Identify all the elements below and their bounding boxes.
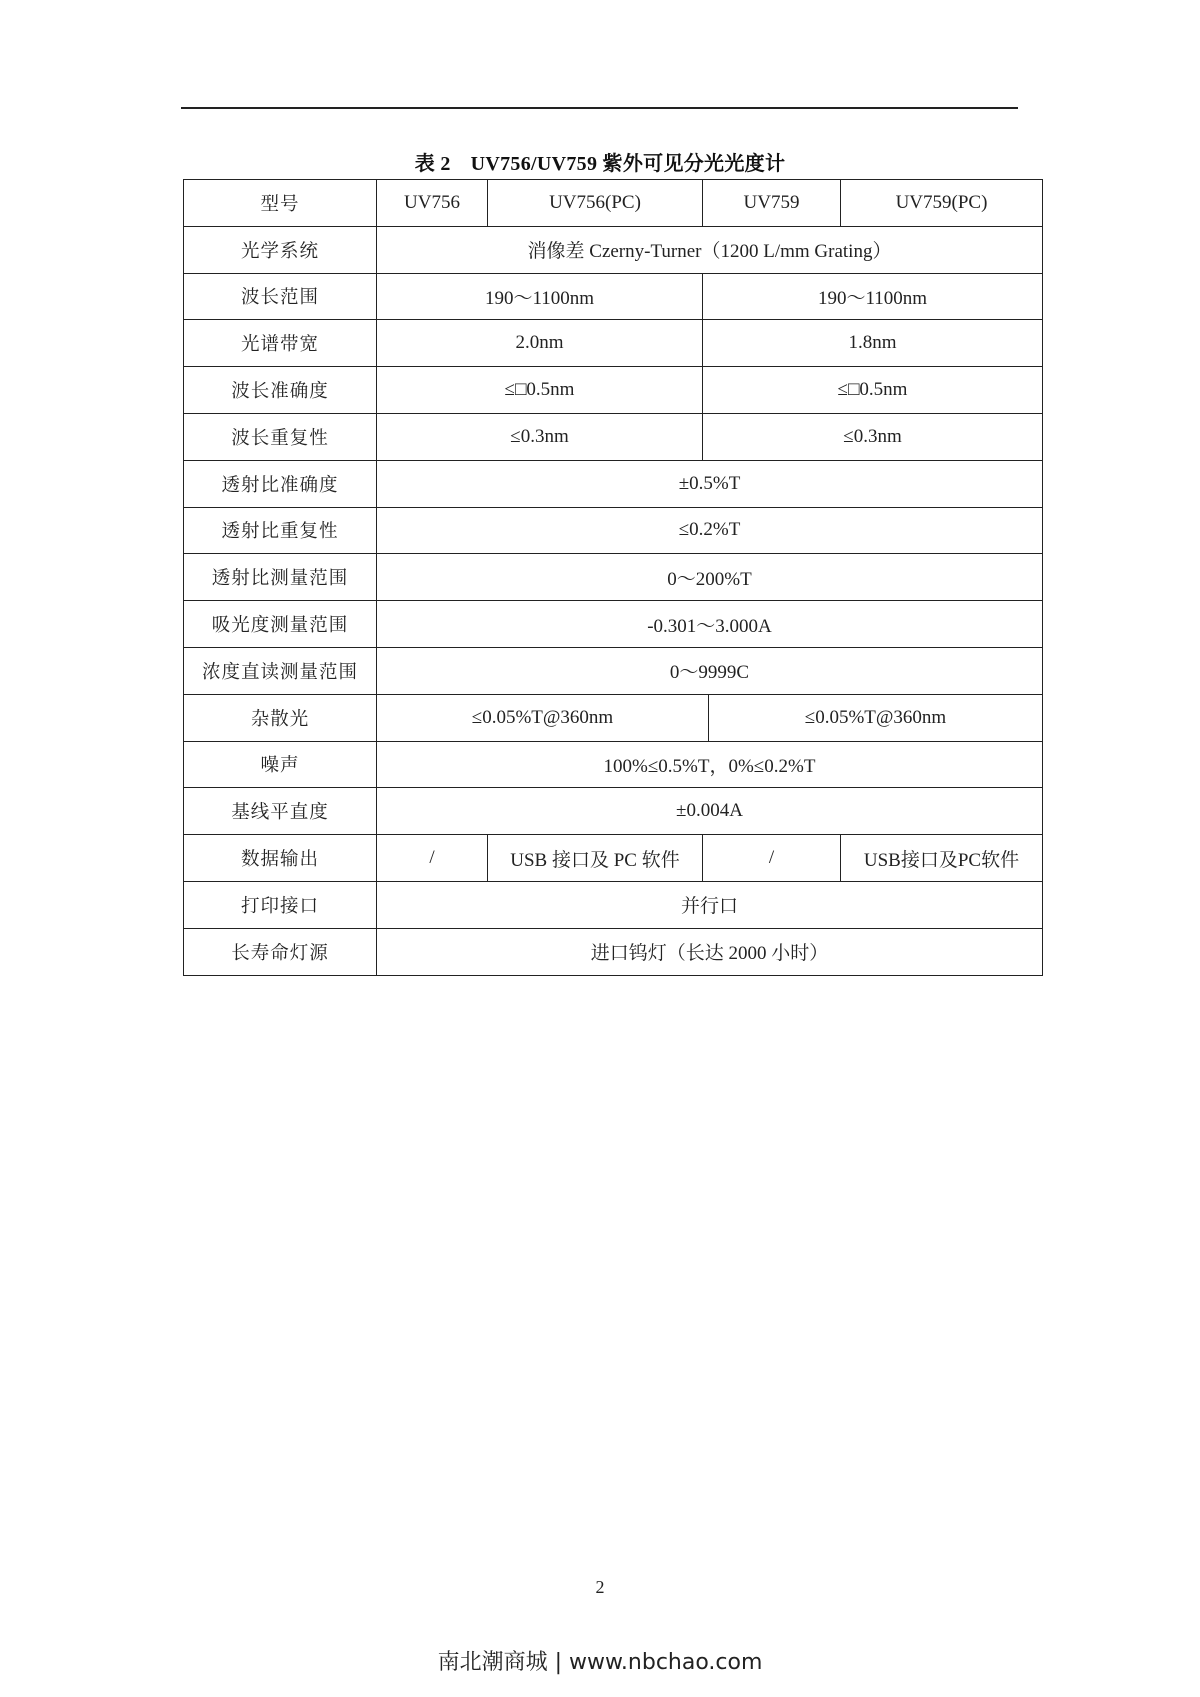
- table-row: [184, 741, 1043, 788]
- table-row: [184, 835, 1043, 882]
- row-value: ±0.004A: [377, 788, 1043, 835]
- row-label: 透射比准确度: [184, 460, 377, 507]
- model-uv759-pc: UV759(PC): [841, 180, 1043, 227]
- table-row: [184, 367, 1043, 414]
- row-value-uv759: ≤□0.5nm: [703, 367, 1043, 414]
- table-row: [184, 601, 1043, 648]
- row-value-split: [377, 694, 1043, 741]
- model-uv759: UV759: [703, 180, 841, 227]
- row-value-uv756: ≤□0.5nm: [377, 367, 703, 414]
- table-row: [184, 881, 1043, 928]
- row-value-uv759: /: [703, 835, 841, 882]
- table-row: [184, 413, 1043, 460]
- row-value-uv756: 190～1100nm: [377, 273, 703, 320]
- row-value-uv759: 1.8nm: [703, 320, 1043, 367]
- table-row: [184, 460, 1043, 507]
- row-label: 浓度直读测量范围: [184, 647, 377, 694]
- row-label: 波长准确度: [184, 367, 377, 414]
- row-value: 消像差 Czerny-Turner（1200 L/mm Grating）: [377, 226, 1043, 273]
- row-value: -0.301～3.000A: [377, 601, 1043, 648]
- page-number: 2: [595, 1577, 605, 1597]
- table-row: [184, 647, 1043, 694]
- row-label: 基线平直度: [184, 788, 377, 835]
- row-value-uv756-pc: USB 接口及 PC 软件: [488, 835, 703, 882]
- row-label: 吸光度测量范围: [184, 601, 377, 648]
- row-label: 透射比重复性: [184, 507, 377, 554]
- model-uv756: UV756: [377, 180, 488, 227]
- table-row: [184, 226, 1043, 273]
- row-value: 0～9999C: [377, 647, 1043, 694]
- row-label: 光学系统: [184, 226, 377, 273]
- row-value-uv756: 2.0nm: [377, 320, 703, 367]
- table-caption: UV756/UV759 紫外可见分光光度计: [470, 153, 786, 175]
- row-value-uv759-pc: USB接口及PC软件: [841, 835, 1043, 882]
- table-row: [184, 554, 1043, 601]
- model-label: 型号: [184, 180, 377, 227]
- row-value: ≤0.2%T: [377, 507, 1043, 554]
- row-value-uv759: 190～1100nm: [703, 273, 1043, 320]
- table-header-row: [184, 180, 1043, 227]
- row-label: 波长重复性: [184, 413, 377, 460]
- header-rule: [181, 107, 1018, 109]
- row-value: 100%≤0.5%T，0%≤0.2%T: [377, 741, 1043, 788]
- spec-table: [183, 179, 1043, 976]
- table-row: [184, 694, 1043, 741]
- row-label: 透射比测量范围: [184, 554, 377, 601]
- row-value-uv756: /: [377, 835, 488, 882]
- row-label: 打印接口: [184, 881, 377, 928]
- table-row: [184, 788, 1043, 835]
- row-value: 进口钨灯（长达 2000 小时）: [377, 928, 1043, 975]
- row-label: 杂散光: [184, 694, 377, 741]
- table-title: [0, 147, 1200, 176]
- stray-light-split: [377, 695, 1042, 741]
- row-label: 噪声: [184, 741, 377, 788]
- row-label: 数据输出: [184, 835, 377, 882]
- row-value-uv759: ≤0.3nm: [703, 413, 1043, 460]
- row-value-uv756: ≤0.3nm: [377, 413, 703, 460]
- row-label: 光谱带宽: [184, 320, 377, 367]
- row-value: 0～200%T: [377, 554, 1043, 601]
- table-row: [184, 273, 1043, 320]
- footer-link[interactable]: 南北潮商城 | www.nbchao.com: [437, 1650, 763, 1675]
- table-row: [184, 928, 1043, 975]
- table-row: [184, 507, 1043, 554]
- row-label: 波长范围: [184, 273, 377, 320]
- table-row: [184, 320, 1043, 367]
- row-value-uv756: ≤0.05%T@360nm: [471, 706, 614, 728]
- model-uv756-pc: UV756(PC): [488, 180, 703, 227]
- row-value: 并行口: [377, 881, 1043, 928]
- table-number: 表 2: [414, 153, 451, 175]
- row-label: 长寿命灯源: [184, 928, 377, 975]
- row-value: ±0.5%T: [377, 460, 1043, 507]
- row-value-uv759: ≤0.05%T@360nm: [708, 695, 1042, 741]
